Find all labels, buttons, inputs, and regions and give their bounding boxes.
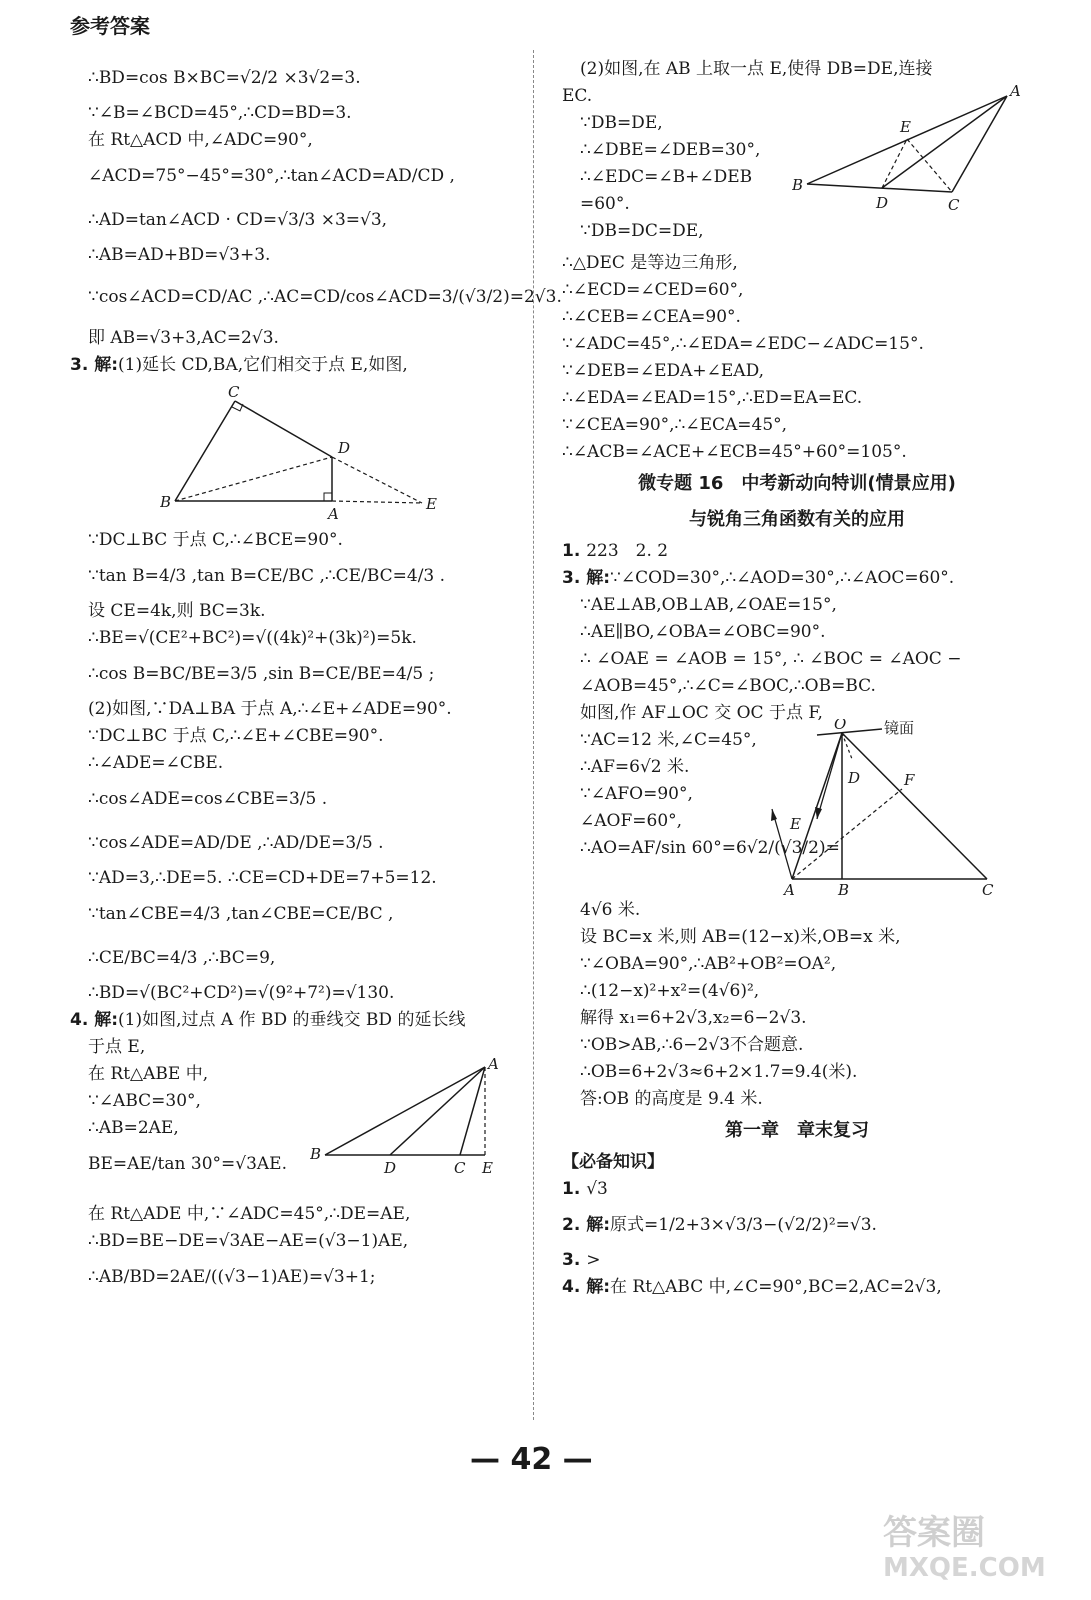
text-line: ∵DB=DC=DE, bbox=[580, 221, 704, 241]
text-line: ∴BD=√(BC²+CD²)=√(9²+7²)=√130. bbox=[88, 983, 395, 1003]
text-line: 答:OB 的高度是 9.4 米. bbox=[580, 1089, 763, 1109]
text-line: ∴∠ACB=∠ACE+∠ECB=45°+60°=105°. bbox=[562, 442, 907, 462]
text-line: ∵∠CEA=90°,∴∠ECA=45°, bbox=[562, 415, 788, 435]
text-line: 4√6 米. bbox=[580, 900, 641, 920]
text-line: 即 AB=√3+3,AC=2√3. bbox=[88, 328, 279, 348]
f2-label-c: C bbox=[454, 1159, 466, 1177]
f3-label-d: D bbox=[876, 194, 889, 212]
f4-label-mirror: 镜面 bbox=[884, 719, 915, 737]
figure-4-block bbox=[562, 719, 1032, 899]
right-lines-b bbox=[562, 250, 1032, 466]
text-line: 1. 223 2. 2 bbox=[562, 541, 669, 561]
figure-3 bbox=[792, 84, 1022, 224]
text-line: ∵∠AFO=90°, bbox=[580, 784, 693, 804]
f3-label-c: C bbox=[948, 196, 960, 214]
right-lines-c bbox=[562, 538, 1032, 727]
f4-label-c: C bbox=[982, 881, 994, 899]
text-line: 如图,作 AF⊥OC 交 OC 于点 F, bbox=[580, 703, 823, 723]
text-line: ∴AF=6√2 米. bbox=[580, 757, 690, 777]
text-line: ∵DB=DE, bbox=[580, 113, 663, 133]
text-line: ∵DC⊥BC 于点 C,∴∠E+∠CBE=90°. bbox=[88, 726, 384, 746]
left-lines bbox=[70, 56, 562, 1299]
text-line: ∴∠EDC=∠B+∠DEB bbox=[580, 167, 753, 187]
text-line: ∴∠EDA=∠EAD=15°,∴ED=EA=EC. bbox=[562, 388, 863, 408]
f4-label-f: F bbox=[904, 771, 915, 789]
page-header: 参考答案 bbox=[70, 14, 150, 38]
right-column bbox=[562, 56, 1032, 1301]
f4-label-e: E bbox=[790, 815, 801, 833]
text-line: BE=AE/tan 30°=√3AE. bbox=[88, 1154, 287, 1174]
f4-label-b: B bbox=[838, 881, 850, 899]
text-line: ∴AD=tan∠ACD · CD=√3/3 ×3=√3, bbox=[88, 210, 388, 230]
watermark-cn: 答案圈 bbox=[883, 1513, 985, 1553]
text-line: ∵DC⊥BC 于点 C,∴∠BCE=90°. bbox=[88, 530, 343, 550]
text-line: (2)如图,在 AB 上取一点 E,使得 DB=DE,连接 bbox=[580, 59, 933, 79]
f3-label-b: B bbox=[792, 176, 804, 194]
text-line: ∴OB=6+2√3≈6+2×1.7=9.4(米). bbox=[580, 1062, 858, 1082]
f2-label-b: B bbox=[310, 1145, 322, 1163]
f2-label-d: D bbox=[384, 1159, 397, 1177]
text-line: 设 CE=4k,则 BC=3k. bbox=[88, 601, 266, 621]
f4-label-d: D bbox=[848, 769, 861, 787]
text-line: ∵OB>AB,∴6−2√3不合题意. bbox=[580, 1035, 804, 1055]
text-line: ∴BD=BE−DE=√3AE−AE=(√3−1)AE, bbox=[88, 1231, 409, 1251]
text-line: 2. 解:原式=1/2+3×√3/3−(√2/2)²=√3. bbox=[562, 1215, 877, 1235]
text-line: ∴ ∠OAE = ∠AOB = 15°, ∴ ∠BOC = ∠AOC − bbox=[580, 649, 962, 669]
text-line: ∴BE=√(CE²+BC²)=√((4k)²+(3k)²)=5k. bbox=[88, 628, 417, 648]
text-line: (2)如图,∵DA⊥BA 于点 A,∴∠E+∠ADE=90°. bbox=[88, 699, 452, 719]
right-lines-e bbox=[562, 1149, 1032, 1301]
text-line: ∵∠DEB=∠EDA+∠EAD, bbox=[562, 361, 764, 381]
text-line: ∵∠ADC=45°,∴∠EDA=∠EDC−∠ADC=15°. bbox=[562, 334, 924, 354]
section-title-2: 与锐角三角函数有关的应用 bbox=[689, 509, 905, 530]
text-line: 在 Rt△ACD 中,∠ADC=90°, bbox=[88, 130, 313, 150]
text-line: ∴cos∠ADE=cos∠CBE=3/5 . bbox=[88, 789, 328, 809]
column-divider bbox=[533, 50, 534, 1420]
text-line: ∴∠DBE=∠DEB=30°, bbox=[580, 140, 761, 160]
right-lines-d bbox=[562, 897, 1032, 1113]
figure-4 bbox=[762, 719, 1002, 899]
text-line: ∴∠ADE=∠CBE. bbox=[88, 753, 224, 773]
f4-label-o: O bbox=[834, 719, 847, 733]
text-line: ∴cos B=BC/BE=3/5 ,sin B=CE/BE=4/5 ; bbox=[88, 664, 435, 684]
f1-label-c: C bbox=[228, 383, 240, 401]
text-line: ∵tan B=4/3 ,tan B=CE/BC ,∴CE/BC=4/3 . bbox=[88, 566, 446, 586]
section-title-3: 第一章 章末复习 bbox=[725, 1120, 869, 1141]
text-line: ∵AD=3,∴DE=5. ∴CE=CD+DE=7+5=12. bbox=[88, 868, 437, 888]
f2-label-a: A bbox=[488, 1057, 499, 1073]
figure-1 bbox=[160, 383, 460, 523]
text-line: 4. 解:在 Rt△ABC 中,∠C=90°,BC=2,AC=2√3, bbox=[562, 1277, 942, 1297]
f2-label-e: E bbox=[482, 1159, 493, 1177]
text-line: ∵AE⊥AB,OB⊥AB,∠OAE=15°, bbox=[580, 595, 837, 615]
text-line: ∴∠CEB=∠CEA=90°. bbox=[562, 307, 741, 327]
watermark-logo bbox=[873, 1506, 1073, 1586]
text-line: ∵∠OBA=90°,∴AB²+OB²=OA², bbox=[580, 954, 837, 974]
text-line: 3. 解:(1)延长 CD,BA,它们相交于点 E,如图, bbox=[70, 355, 408, 375]
text-line: 【必备知识】 bbox=[562, 1152, 664, 1172]
figure-2 bbox=[310, 1057, 510, 1187]
text-line: 解得 x₁=6+2√3,x₂=6−2√3. bbox=[580, 1008, 807, 1028]
text-line: ∵∠B=∠BCD=45°,∴CD=BD=3. bbox=[88, 103, 352, 123]
text-line: 3. 解:∵∠COD=30°,∴∠AOD=30°,∴∠AOC=60°. bbox=[562, 568, 955, 588]
text-line: ∴AE∥BO,∠OBA=∠OBC=90°. bbox=[580, 622, 826, 642]
text-line: ∴AB/BD=2AE/((√3−1)AE)=√3+1; bbox=[88, 1267, 376, 1287]
f1-label-e: E bbox=[426, 495, 437, 513]
text-line: ∴△DEC 是等边三角形, bbox=[562, 253, 738, 273]
f1-label-b: B bbox=[160, 493, 172, 511]
text-line: ∠ACD=75°−45°=30°,∴tan∠ACD=AD/CD , bbox=[88, 166, 455, 186]
left-column bbox=[70, 56, 562, 1299]
watermark bbox=[873, 1506, 1073, 1590]
text-line: ∴CE/BC=4/3 ,∴BC=9, bbox=[88, 948, 276, 968]
text-line: ∵tan∠CBE=4/3 ,tan∠CBE=CE/BC , bbox=[88, 904, 394, 924]
section-title-1: 微专题 16 中考新动向特训(情景应用) bbox=[638, 473, 956, 494]
text-line: ∠AOB=45°,∴∠C=∠BOC,∴OB=BC. bbox=[580, 676, 876, 696]
text-line: 4. 解:(1)如图,过点 A 作 BD 的垂线交 BD 的延长线 bbox=[70, 1010, 466, 1030]
text-line: ∵∠ABC=30°, bbox=[88, 1091, 201, 1111]
f4-label-a: A bbox=[784, 881, 795, 899]
text-line: ∠AOF=60°, bbox=[580, 811, 683, 831]
text-line: ∴BD=cos B×BC=√2/2 ×3√2=3. bbox=[88, 68, 361, 88]
text-line: 于点 E, bbox=[88, 1037, 146, 1057]
text-line: ∵cos∠ACD=CD/AC ,∴AC=CD/cos∠ACD=3/(√3/2)=2√3. bbox=[88, 287, 562, 307]
text-line: ∴AB=2AE, bbox=[88, 1118, 179, 1138]
f3-label-e: E bbox=[900, 118, 911, 136]
text-line: 在 Rt△ABE 中, bbox=[88, 1064, 209, 1084]
text-line: ∵AC=12 米,∠C=45°, bbox=[580, 730, 757, 750]
text-line: 设 BC=x 米,则 AB=(12−x)米,OB=x 米, bbox=[580, 927, 901, 947]
f3-label-a: A bbox=[1010, 84, 1021, 100]
text-line: ∴AO=AF/sin 60°=6√2/(√3/2)= bbox=[580, 838, 840, 858]
text-line: ∴∠ECD=∠CED=60°, bbox=[562, 280, 744, 300]
text-line: ∴(12−x)²+x²=(4√6)², bbox=[580, 981, 760, 1001]
text-line: ∴AB=AD+BD=√3+3. bbox=[88, 245, 271, 265]
text-line: =60°. bbox=[580, 194, 630, 214]
text-line: ∵cos∠ADE=AD/DE ,∴AD/DE=3/5 . bbox=[88, 833, 384, 853]
text-line: 3. > bbox=[562, 1250, 601, 1270]
text-line: 在 Rt△ADE 中,∵∠ADC=45°,∴DE=AE, bbox=[88, 1204, 411, 1224]
page-number: — 42 — bbox=[470, 1442, 593, 1477]
text-line: EC. bbox=[562, 86, 593, 106]
watermark-text: MXQE.COM bbox=[883, 1553, 1046, 1583]
f1-label-d: D bbox=[338, 439, 351, 457]
text-line: 1. √3 bbox=[562, 1179, 608, 1199]
f1-label-a: A bbox=[328, 505, 339, 523]
figure-2-block bbox=[70, 1057, 510, 1201]
